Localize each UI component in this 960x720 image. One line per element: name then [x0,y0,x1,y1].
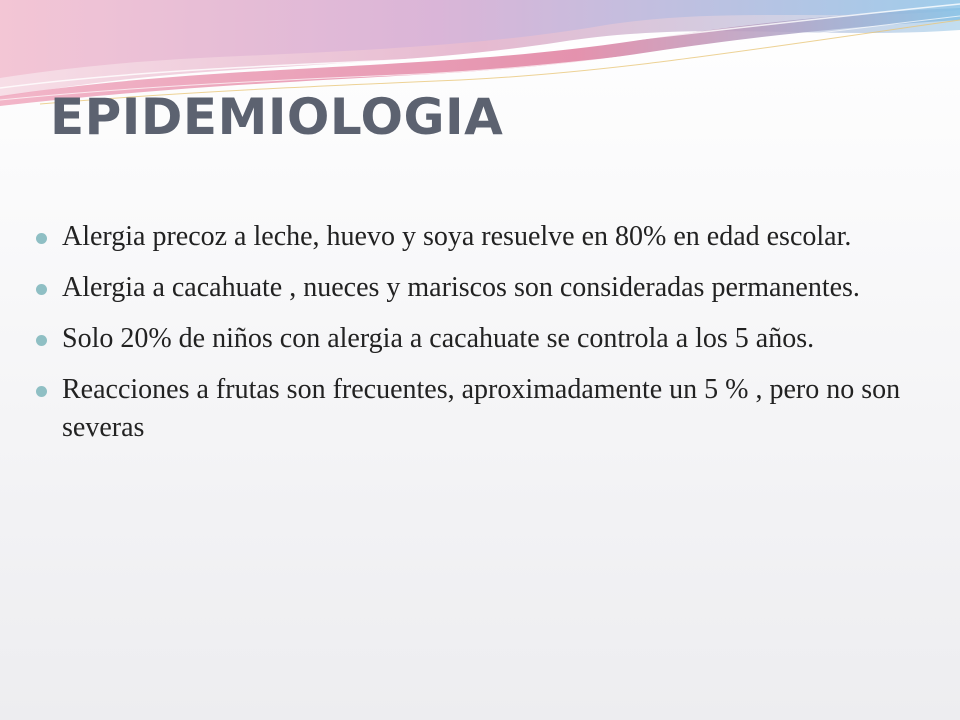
bullet-text: Alergia precoz a leche, huevo y soya resuelve en 80% en edad escolar. [62,221,852,252]
bullet-dot-icon [36,284,47,295]
bullet-item [36,371,936,447]
slide-title: EPIDEMIOLOGIA [50,88,504,146]
bullet-item [36,218,936,256]
bullet-dot-icon [36,335,47,346]
bullet-dot-icon [36,386,47,397]
bullet-item [36,269,936,307]
bullet-text: Reacciones a frutas son frecuentes, aproximadamente un 5 % , pero no son severas [62,374,901,443]
bullet-dot-icon [36,233,47,244]
bullet-text: Solo 20% de niños con alergia a cacahuate se controla a los 5 años. [62,323,815,354]
bullet-item [36,320,936,358]
bullet-list [36,218,936,460]
bullet-text: Alergia a cacahuate , nueces y mariscos son consideradas permanentes. [62,272,860,303]
